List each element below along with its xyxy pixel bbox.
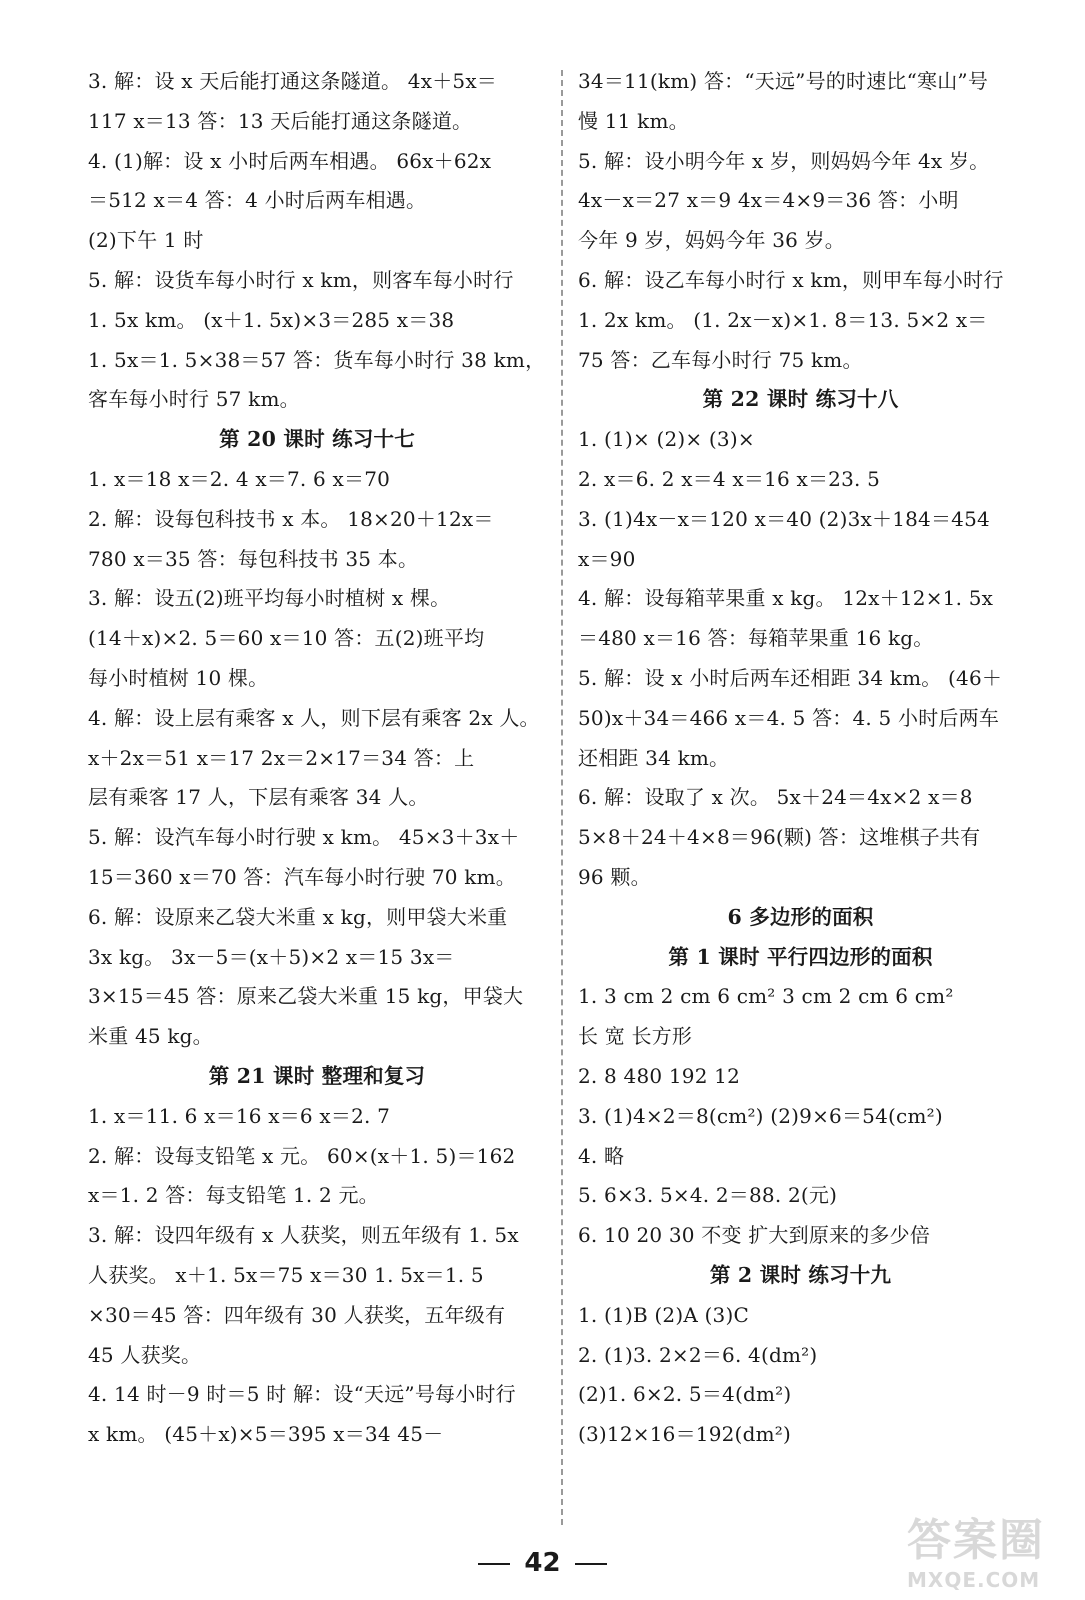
answer-line: 客车每小时行 57 km。: [88, 387, 300, 412]
answer-line: 2. 解：设每支铅笔 x 元。 60×(x＋1. 5)＝162: [88, 1143, 516, 1168]
answer-line: 3. (1)4×2＝8(cm²) (2)9×6＝54(cm²): [578, 1103, 943, 1128]
column-divider: [561, 70, 563, 1525]
answer-line: x＝1. 2 答：每支铅笔 1. 2 元。: [88, 1183, 379, 1208]
answer-line: 6. 解：设取了 x 次。 5x＋24＝4x×2 x＝8: [578, 785, 973, 810]
answer-line: 5. 6×3. 5×4. 2＝88. 2(元): [578, 1183, 838, 1208]
answer-line: 3x kg。 3x－5＝(x＋5)×2 x＝15 3x＝: [88, 944, 455, 969]
page-number-text: 42: [524, 1548, 561, 1578]
answer-line: 780 x＝35 答：每包科技书 35 本。: [88, 546, 419, 571]
answer-line: 4. 略: [578, 1143, 625, 1168]
answer-line: 米重 45 kg。: [88, 1024, 213, 1049]
answer-line: x km。 (45＋x)×5＝395 x＝34 45－: [88, 1422, 444, 1447]
answer-line: 每小时植树 10 棵。: [88, 665, 269, 690]
answer-line: 3. 解：设四年级有 x 人获奖，则五年级有 1. 5x: [88, 1223, 519, 1248]
answer-line: 今年 9 岁，妈妈今年 36 岁。: [578, 228, 846, 253]
answer-line: 3. (1)4x－x＝120 x＝40 (2)3x＋184＝454: [578, 506, 990, 531]
answer-line: 1. (1)B (2)A (3)C: [578, 1302, 749, 1327]
answer-line: 1. x＝11. 6 x＝16 x＝6 x＝2. 7: [88, 1103, 391, 1128]
answer-line: 5. 解：设货车每小时行 x km，则客车每小时行: [88, 267, 514, 292]
answer-line: 1. x＝18 x＝2. 4 x＝7. 6 x＝70: [88, 466, 391, 491]
lesson-heading: 第 1 课时 平行四边形的面积: [668, 944, 933, 969]
watermark-text: 答案圈: [907, 1515, 1045, 1566]
watermark-url: MXQE.COM: [907, 1568, 1041, 1592]
answer-line: 5. 解：设 x 小时后两车还相距 34 km。 (46＋: [578, 665, 1003, 690]
answer-line: 117 x＝13 答：13 天后能打通这条隧道。: [88, 108, 473, 133]
answer-line: 1. 3 cm 2 cm 6 cm² 3 cm 2 cm 6 cm²: [578, 984, 954, 1009]
answer-line: ＝512 x＝4 答：4 小时后两车相遇。: [88, 188, 427, 213]
answer-line: 5×8＋24＋4×8＝96(颗) 答：这堆棋子共有: [578, 825, 981, 850]
answer-line: 5. 解：设小明今年 x 岁，则妈妈今年 4x 岁。: [578, 148, 990, 173]
answer-line: 1. 5x km。 (x＋1. 5x)×3＝285 x＝38: [88, 307, 455, 332]
answer-line: x＋2x＝51 x＝17 2x＝2×17＝34 答：上: [88, 745, 475, 770]
answer-line: ×30＝45 答：四年级有 30 人获奖，五年级有: [88, 1302, 506, 1327]
answer-line: 4. (1)解：设 x 小时后两车相遇。 66x＋62x: [88, 148, 492, 173]
answer-line: (3)12×16＝192(dm²): [578, 1422, 791, 1447]
answer-line: 6. 解：设乙车每小时行 x km，则甲车每小时行: [578, 267, 1004, 292]
answer-line: 1. 5x＝1. 5×38＝57 答：货车每小时行 38 km，: [88, 347, 546, 372]
answer-line: 50)x＋34＝466 x＝4. 5 答：4. 5 小时后两车: [578, 705, 1000, 730]
answer-line: 5. 解：设汽车每小时行驶 x km。 45×3＋3x＋: [88, 825, 520, 850]
answer-line: 45 人获奖。: [88, 1342, 202, 1367]
answer-line: x＝90: [578, 546, 636, 571]
answer-line: 3. 解：设 x 天后能打通这条隧道。 4x＋5x＝: [88, 69, 497, 93]
answer-line: 4. 解：设每箱苹果重 x kg。 12x＋12×1. 5x: [578, 586, 994, 611]
answer-line: 4. 14 时－9 时＝5 时 解：设“天远”号每小时行: [88, 1382, 516, 1407]
answer-line: 75 答：乙车每小时行 75 km。: [578, 347, 863, 372]
lesson-heading: 第 20 课时 练习十七: [219, 427, 415, 452]
answer-line: 2. 8 480 192 12: [578, 1063, 741, 1088]
answer-line: (2)1. 6×2. 5＝4(dm²): [578, 1382, 792, 1407]
answer-line: 人获奖。 x＋1. 5x＝75 x＝30 1. 5x＝1. 5: [88, 1262, 484, 1287]
lesson-heading: 第 2 课时 练习十九: [709, 1262, 892, 1287]
answer-line: 15＝360 x＝70 答：汽车每小时行驶 70 km。: [88, 864, 516, 889]
left-column: [88, 62, 546, 1455]
answer-line: 4. 解：设上层有乘客 x 人，则下层有乘客 2x 人。: [88, 705, 540, 730]
answer-line: 34＝11(km) 答：“天远”号的时速比“寒山”号: [578, 69, 989, 93]
answer-line: 6. 10 20 30 不变 扩大到原来的多少倍: [578, 1223, 931, 1248]
answer-line: 96 颗。: [578, 864, 651, 889]
answer-line: 2. (1)3. 2×2＝6. 4(dm²): [578, 1342, 818, 1367]
answer-line: 1. (1)× (2)× (3)×: [578, 427, 755, 452]
answer-line: 2. x＝6. 2 x＝4 x＝16 x＝23. 5: [578, 466, 881, 491]
answer-line: 1. 2x km。 (1. 2x－x)×1. 8＝13. 5×2 x＝: [578, 307, 988, 332]
answer-line: 6. 解：设原来乙袋大米重 x kg，则甲袋大米重: [88, 904, 508, 929]
lesson-heading: 第 22 课时 练习十八: [702, 387, 899, 412]
unit-heading: 6 多边形的面积: [727, 904, 874, 929]
answer-line: 2. 解：设每包科技书 x 本。 18×20＋12x＝: [88, 506, 494, 531]
answer-line: ＝480 x＝16 答：每箱苹果重 16 kg。: [578, 626, 934, 651]
answer-line: (14＋x)×2. 5＝60 x＝10 答：五(2)班平均: [88, 626, 485, 651]
answer-line: 3×15＝45 答：原来乙袋大米重 15 kg，甲袋大: [88, 984, 524, 1009]
answer-line: (2)下午 1 时: [88, 228, 204, 253]
answer-line: 长 宽 长方形: [578, 1024, 693, 1049]
lesson-heading: 第 21 课时 整理和复习: [208, 1063, 426, 1088]
answer-line: 还相距 34 km。: [578, 745, 730, 770]
answer-line: 3. 解：设五(2)班平均每小时植树 x 棵。: [88, 586, 451, 611]
answer-line: 慢 11 km。: [578, 108, 689, 133]
right-column: [578, 62, 1023, 1455]
watermark-logo: [907, 1504, 1067, 1594]
answer-line: 层有乘客 17 人，下层有乘客 34 人。: [88, 785, 429, 810]
answer-line: 4x－x＝27 x＝9 4x＝4×9＝36 答：小明: [578, 188, 959, 213]
